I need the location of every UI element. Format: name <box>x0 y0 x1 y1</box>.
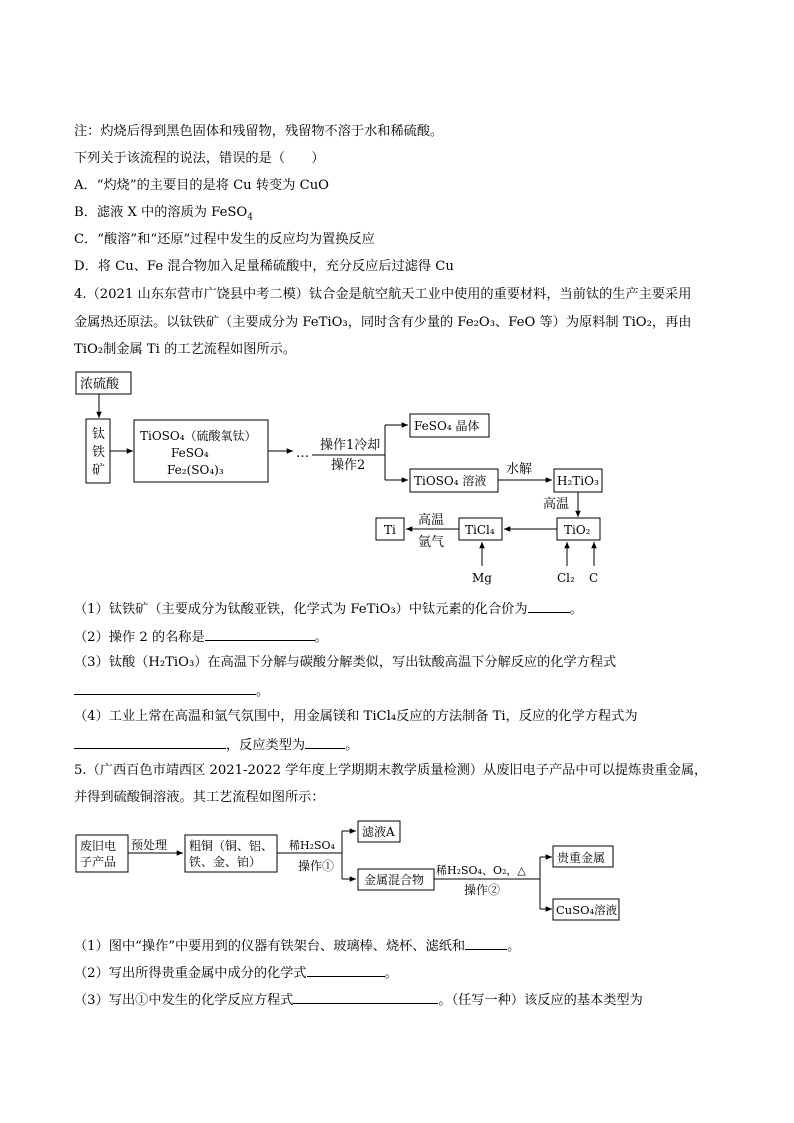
q5-part3-text: （3）写出①中发生的化学反应方程式 <box>74 993 294 1008</box>
ticl4-label: TiCl₄ <box>465 523 495 537</box>
mix-line-3: Fe₂(SO₄)₃ <box>167 463 224 477</box>
q5-part2-text: （2）写出所得贵重金属中成分的化学式 <box>74 966 307 981</box>
crude-label-1: 粗铜（铜、铝、 <box>189 839 274 853</box>
q4-part1-text: （1）钛铁矿（主要成分为钛酸亚铁，化学式为 FeTiO₃）中钛元素的化合价为 <box>74 602 528 617</box>
note-text: 注：灼烧后得到黑色固体和残留物，残留物不溶于水和稀硫酸。 <box>74 124 444 139</box>
cuso4-label: CuSO₄溶液 <box>556 903 618 917</box>
acid2-label: 稀H₂SO₄、O₂，△ <box>436 864 526 877</box>
q5-intro-line2: 并得到硫酸铜溶液。其工艺流程如图所示： <box>74 790 325 805</box>
q4-intro-line2: 金属热还原法。以钛铁矿（主要成分为 FeTiO₃，同时含有少量的 Fe₂O₃、FeO 等）为原料制 TiO₂，再由 <box>74 315 692 330</box>
option-c: C．“酸溶”和“还原”过程中发生的反应均为置换反应 <box>74 232 375 247</box>
ore-label-1: 钛 <box>92 427 106 442</box>
crude-label-2: 铁、金、铂） <box>189 855 262 869</box>
mg-label: Mg <box>472 571 492 585</box>
answer-blank[interactable] <box>465 935 507 950</box>
answer-blank[interactable] <box>74 680 256 695</box>
hydrolysis-label: 水解 <box>506 462 533 477</box>
answer-blank[interactable] <box>205 626 315 641</box>
op2-label-q5: 操作② <box>464 883 501 897</box>
hightemp-label: 高温 <box>543 497 570 512</box>
q4-part1 <box>74 598 583 620</box>
q5-part1-end: 。 <box>507 939 521 954</box>
tio2-label: TiO₂ <box>564 523 591 537</box>
ti-label: Ti <box>384 523 396 537</box>
filtrate-a-label: 滤液A <box>362 825 395 839</box>
q5-part2-end: 。 <box>384 966 398 981</box>
mix-line-1: TiOSO₄（硫酸氧钛） <box>140 429 257 443</box>
answer-blank[interactable] <box>528 598 570 613</box>
pretreat-label: 预处理 <box>131 838 168 852</box>
q4-part3-end: 。 <box>256 684 270 699</box>
q4-intro-line1: 4.（2021 山东东营市广饶县中考二模）钛合金是航空航天工业中使用的重要材料，当前钛的生产主要采用 <box>74 287 692 302</box>
waste-label-1: 废旧电 <box>80 839 117 853</box>
solution-label: TiOSO₄ 溶液 <box>414 474 487 488</box>
answer-blank[interactable] <box>293 989 438 1004</box>
answer-blank[interactable] <box>307 962 385 977</box>
op2-label: 操作2 <box>331 458 366 473</box>
metal-mix-label: 金属混合物 <box>364 873 425 887</box>
acid-label-q5: 稀H₂SO₄ <box>289 839 335 852</box>
option-b-sub: 4 <box>247 212 253 223</box>
hightemp2-label: 高温 <box>418 513 445 528</box>
q5-intro-line1: 5.（广西百色市靖西区 2021-2022 学年度上学期期末教学质量检测）从废旧电子产品中可以提炼贵重金属， <box>74 763 708 778</box>
question-stem: 下列关于该流程的说法，错误的是（ ） <box>74 151 325 166</box>
op1-label: 操作1冷却 <box>320 438 381 453</box>
q5-part3-end: 。（任写一种）该反应的基本类型为 <box>438 993 643 1008</box>
q4-part1-end: 。 <box>569 602 583 617</box>
c-label: C <box>589 571 599 585</box>
acid-label: 浓硫酸 <box>80 377 120 392</box>
q4-part3: （3）钛酸（H₂TiO₃）在高温下分解与碳酸分解类似，写出钛酸高温下分解反应的化学方程式 <box>74 655 617 670</box>
q4-intro-line3: TiO₂制金属 Ti 的工艺流程如图所示。 <box>74 342 296 357</box>
answer-blank[interactable] <box>305 734 345 749</box>
q4-part3-answer <box>74 680 269 702</box>
q5-part1-text: （1）图中“操作”中要用到的仪器有铁架台、玻璃棒、烧杯、滤纸和 <box>74 939 466 954</box>
op1-label-q5: 操作① <box>298 859 335 873</box>
ore-label-2: 铁 <box>92 445 106 460</box>
ore-label-3: 矿 <box>92 463 106 478</box>
cl2-label: Cl₂ <box>557 571 575 585</box>
ellipsis: … <box>296 446 309 461</box>
argon-label: 氩气 <box>418 535 445 550</box>
waste-label-2: 子产品 <box>80 855 117 869</box>
option-a: A．“灼烧”的主要目的是将 Cu 转变为 CuO <box>74 178 329 193</box>
option-b-text: B．滤液 X 中的溶质为 FeSO <box>74 205 248 220</box>
q5-flowchart <box>76 821 619 920</box>
answer-blank[interactable] <box>74 734 226 749</box>
q4-part4-mid: ，反应类型为 <box>226 738 306 753</box>
q5-part2 <box>74 962 398 984</box>
q4-part2-end: 。 <box>314 630 328 645</box>
option-d: D．将 Cu、Fe 混合物加入足量稀硫酸中，充分反应后过滤得 Cu <box>74 259 454 274</box>
q4-part4-end: 。 <box>345 738 359 753</box>
q4-part2 <box>74 626 328 648</box>
mix-line-2: FeSO₄ <box>171 446 209 460</box>
crystal-label: FeSO₄ 晶体 <box>414 419 480 433</box>
precious-label: 贵重金属 <box>557 851 606 865</box>
q4-part4-answer <box>74 734 358 756</box>
h2tio3-label: H₂TiO₃ <box>557 474 599 488</box>
q4-part2-text: （2）操作 2 的名称是 <box>74 630 205 645</box>
q5-part1 <box>74 935 520 957</box>
q4-part4: （4）工业上常在高温和氩气氛围中，用金属镁和 TiCl₄反应的方法制备 Ti，反应的化学方程式为 <box>74 709 638 724</box>
q5-part3 <box>74 989 643 1011</box>
